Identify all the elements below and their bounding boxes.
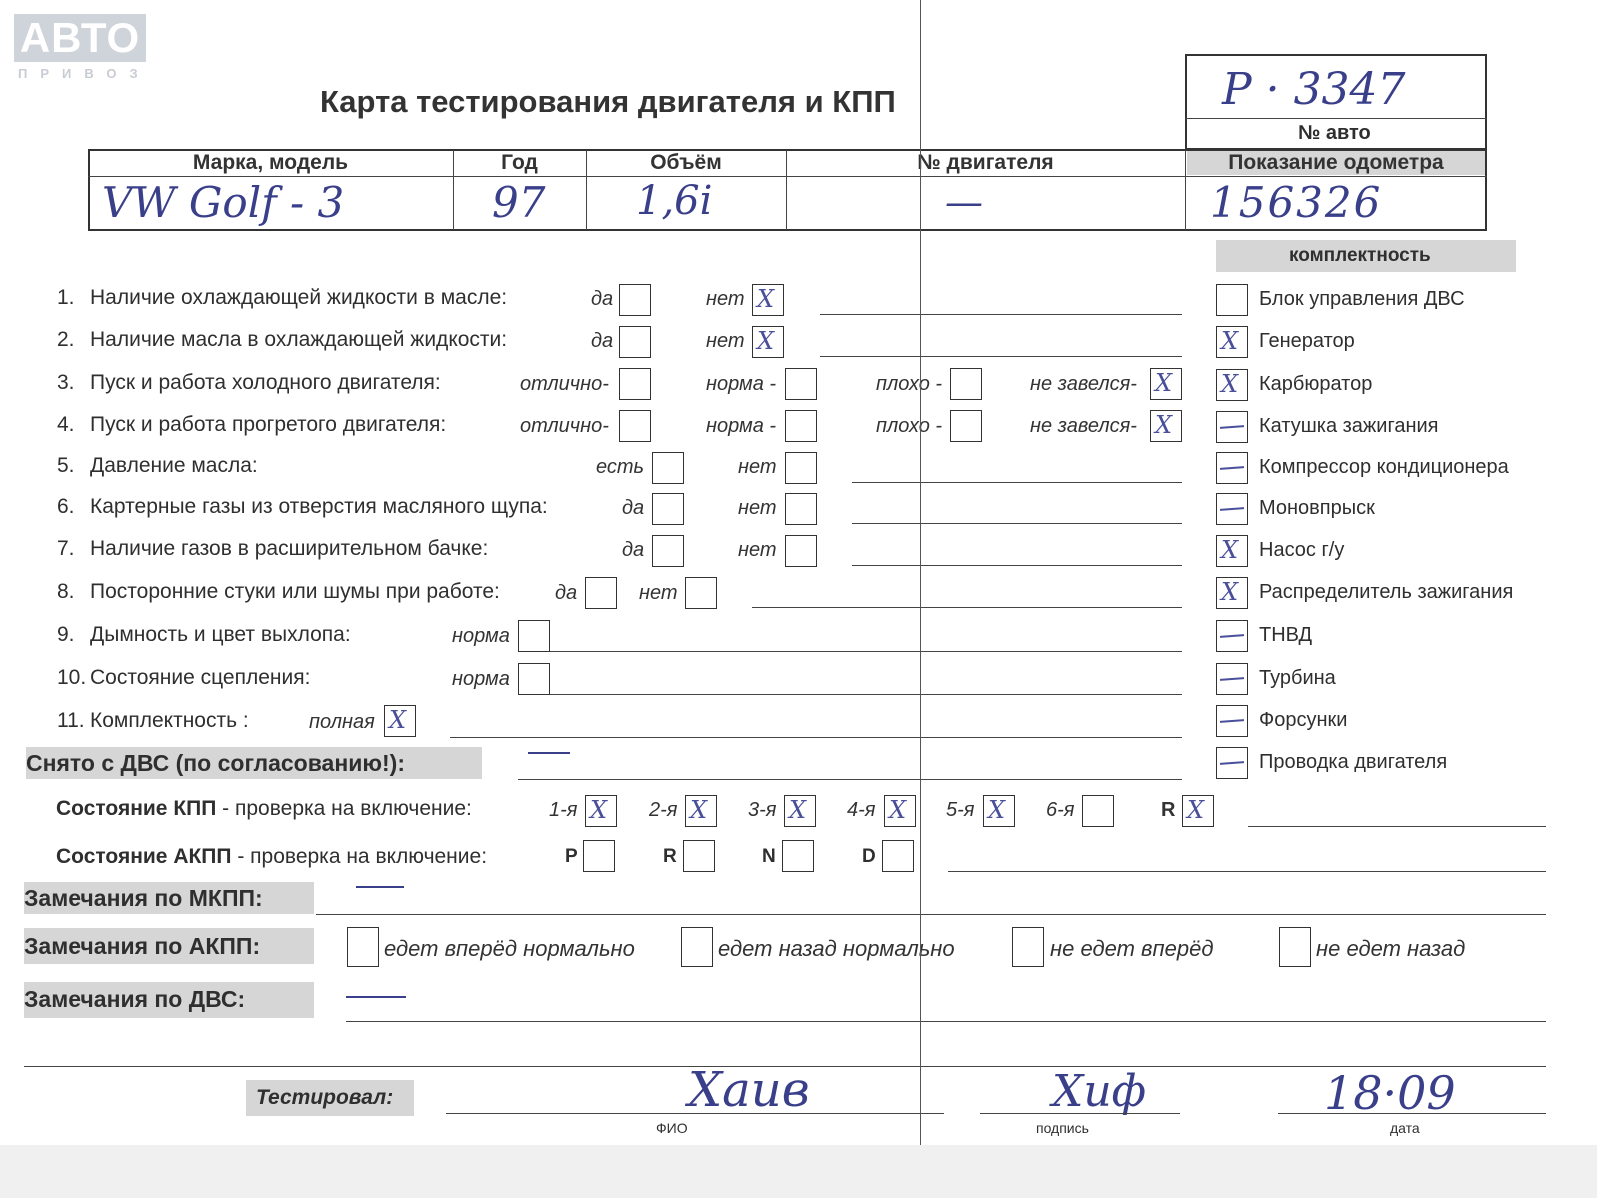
komplekt-item: Карбюратор <box>1259 373 1373 395</box>
gear-3-checkbox[interactable] <box>784 795 816 827</box>
q3-bad-checkbox[interactable] <box>950 368 982 400</box>
option-label: да <box>555 582 578 604</box>
question-4-text: Пуск и работа прогретого двигателя: <box>90 413 447 436</box>
gear-6-checkbox[interactable] <box>1082 795 1114 827</box>
komplekt-checkbox[interactable] <box>1216 326 1248 358</box>
value-make-model: VW Golf - 3 <box>102 178 345 227</box>
q10-note-line[interactable] <box>550 694 1182 695</box>
caption-signature: подпись <box>1036 1120 1089 1136</box>
remarks-dvs-line[interactable] <box>346 1021 1546 1022</box>
tested-label: Тестировал: <box>256 1086 394 1109</box>
komplekt-item: Моновпрыск <box>1259 497 1375 519</box>
q1-yes-checkbox[interactable] <box>619 284 651 316</box>
akpp-remark-option: не едет вперёд <box>1050 936 1214 961</box>
komplekt-item: Турбина <box>1259 667 1336 689</box>
q10-normal-checkbox[interactable] <box>518 663 550 695</box>
komplekt-item: Генератор <box>1259 330 1355 352</box>
question-7-text: Наличие газов в расширительном бачке: <box>90 537 489 560</box>
question-3-text: Пуск и работа холодного двигателя: <box>90 371 441 394</box>
value-odometer: 156326 <box>1210 178 1383 227</box>
q8-note-line[interactable] <box>752 607 1182 608</box>
option-label: отлично- <box>520 415 609 437</box>
value-year: 97 <box>492 178 546 227</box>
question-number: 4. <box>57 413 75 436</box>
question-number: 2. <box>57 328 75 351</box>
gear-4-checkbox[interactable] <box>884 795 916 827</box>
q4-normal-checkbox[interactable] <box>785 410 817 442</box>
q11-full-checkbox[interactable] <box>384 705 416 737</box>
akpp-mode-label: R <box>663 846 677 867</box>
gear-label: 5-я <box>946 799 975 821</box>
q4-bad-checkbox[interactable] <box>950 410 982 442</box>
question-number: 10. <box>57 666 87 689</box>
option-label: да <box>622 497 645 519</box>
akpp-no-backward-checkbox[interactable] <box>1279 927 1311 967</box>
caption-date: дата <box>1390 1120 1420 1136</box>
q7-no-checkbox[interactable] <box>785 535 817 567</box>
q4-not-started-checkbox[interactable] <box>1150 410 1182 442</box>
question-8-text: Посторонние стуки или шумы при работе: <box>90 580 500 603</box>
question-number: 1. <box>57 286 75 309</box>
option-label: норма - <box>706 415 777 437</box>
option-label: не завелся- <box>1030 415 1137 437</box>
q2-no-checkbox[interactable] <box>752 326 784 358</box>
tester-signature: Хиф <box>1052 1066 1147 1117</box>
value-engine-number: — <box>945 180 983 224</box>
question-2-text: Наличие масла в охлаждающей жидкости: <box>90 328 508 351</box>
komplekt-checkbox[interactable] <box>1216 747 1248 779</box>
header-odometer: Показание одометра <box>1228 151 1444 174</box>
question-number: 3. <box>57 371 75 394</box>
q3-excellent-checkbox[interactable] <box>619 368 651 400</box>
akpp-d-checkbox[interactable] <box>882 840 914 872</box>
akpp-mode-label: P <box>565 846 578 867</box>
option-label: норма <box>452 668 510 690</box>
akpp-label: Состояние АКПП - проверка на включение: <box>56 845 488 868</box>
option-label: плохо - <box>876 415 943 437</box>
komplekt-item: Распределитель зажигания <box>1259 581 1514 603</box>
removed-label: Снято с ДВС (по согласованию!): <box>26 750 405 776</box>
remarks-mkpp-label: Замечания по МКПП: <box>24 885 263 911</box>
gear-label: 3-я <box>748 799 777 821</box>
question-9-text: Дымность и цвет выхлопа: <box>90 623 351 646</box>
test-date: 18·09 <box>1324 1066 1456 1120</box>
option-label: нет <box>706 288 745 310</box>
komplekt-checkbox[interactable] <box>1216 620 1248 652</box>
komplekt-item: Проводка двигателя <box>1259 751 1448 773</box>
komplekt-checkbox[interactable] <box>1216 493 1248 525</box>
gear-label: 2-я <box>649 799 678 821</box>
remarks-akpp-label: Замечания по АКПП: <box>24 933 261 959</box>
q7-note-line[interactable] <box>852 565 1182 566</box>
q5-yes-checkbox[interactable] <box>652 452 684 484</box>
akpp-no-forward-checkbox[interactable] <box>1012 927 1044 967</box>
q8-yes-checkbox[interactable] <box>585 577 617 609</box>
q1-note-line[interactable] <box>820 314 1182 315</box>
question-number: 6. <box>57 495 75 518</box>
q7-yes-checkbox[interactable] <box>652 535 684 567</box>
option-label: да <box>622 539 645 561</box>
question-number: 5. <box>57 454 75 477</box>
header-year: Год <box>501 151 538 174</box>
question-10-text: Состояние сцепления: <box>90 666 311 689</box>
akpp-n-checkbox[interactable] <box>782 840 814 872</box>
akpp-forward-ok-checkbox[interactable] <box>347 927 379 967</box>
komplekt-checkbox[interactable] <box>1216 577 1248 609</box>
akpp-r-checkbox[interactable] <box>683 840 715 872</box>
akpp-remark-option: не едет назад <box>1316 936 1466 961</box>
option-label: нет <box>639 582 678 604</box>
option-label: да <box>591 288 614 310</box>
gear-5-checkbox[interactable] <box>983 795 1015 827</box>
q8-no-checkbox[interactable] <box>685 577 717 609</box>
komplekt-checkbox[interactable] <box>1216 663 1248 695</box>
akpp-mode-label: N <box>762 846 776 867</box>
akpp-backward-ok-checkbox[interactable] <box>681 927 713 967</box>
q6-no-checkbox[interactable] <box>785 493 817 525</box>
remarks-mkpp-line[interactable] <box>316 914 1546 915</box>
akpp-note-line[interactable] <box>948 871 1546 872</box>
komplekt-item: Компрессор кондиционера <box>1259 456 1509 478</box>
gear-label: R <box>1161 799 1176 821</box>
option-label: нет <box>738 497 777 519</box>
kpp-note-line[interactable] <box>1248 826 1546 827</box>
komplekt-checkbox[interactable] <box>1216 369 1248 401</box>
q1-no-checkbox[interactable] <box>752 284 784 316</box>
gear-label: 1-я <box>549 799 578 821</box>
header-engine-number: № двигателя <box>917 151 1054 174</box>
akpp-remark-option: едет вперёд нормально <box>384 936 635 961</box>
komplekt-item: Насос г/у <box>1259 539 1345 561</box>
q6-note-line[interactable] <box>852 523 1182 524</box>
q9-normal-checkbox[interactable] <box>518 620 550 652</box>
kpp-label: Состояние КПП - проверка на включение: <box>56 797 472 820</box>
page-title: Карта тестирования двигателя и КПП <box>320 84 896 119</box>
option-label: плохо - <box>876 373 943 395</box>
q4-excellent-checkbox[interactable] <box>619 410 651 442</box>
q6-yes-checkbox[interactable] <box>652 493 684 525</box>
option-label: отлично- <box>520 373 609 395</box>
gear-2-checkbox[interactable] <box>685 795 717 827</box>
gear-label: 4-я <box>847 799 876 821</box>
q11-note-line[interactable] <box>450 737 1182 738</box>
option-label: полная <box>309 711 375 733</box>
komplekt-item: Катушка зажигания <box>1259 415 1439 437</box>
komplekt-checkbox[interactable] <box>1216 411 1248 443</box>
question-number: 7. <box>57 537 75 560</box>
komplekt-checkbox[interactable] <box>1216 705 1248 737</box>
komplekt-item: Блок управления ДВС <box>1259 288 1465 310</box>
gear-r-checkbox[interactable] <box>1182 795 1214 827</box>
auto-number-value: P · 3347 <box>1222 64 1406 115</box>
komplekt-checkbox[interactable] <box>1216 535 1248 567</box>
option-label: нет <box>706 330 745 352</box>
q2-note-line[interactable] <box>820 356 1182 357</box>
caption-fio: ФИО <box>656 1120 688 1136</box>
option-label: не завелся- <box>1030 373 1137 395</box>
header-volume: Объём <box>650 151 722 174</box>
question-number: 9. <box>57 623 75 646</box>
q5-no-checkbox[interactable] <box>785 452 817 484</box>
akpp-mode-label: D <box>862 846 876 867</box>
gear-1-checkbox[interactable] <box>585 795 617 827</box>
option-label: нет <box>738 456 777 478</box>
logo-subtitle: ПРИВОЗ <box>18 66 151 81</box>
akpp-remark-option: едет назад нормально <box>718 936 955 961</box>
signature-line[interactable] <box>980 1113 1180 1114</box>
komplekt-header: комплектность <box>1289 245 1431 266</box>
q5-note-line[interactable] <box>852 482 1182 483</box>
question-number: 11. <box>57 709 85 732</box>
option-label: есть <box>596 456 645 478</box>
gear-label: 6-я <box>1046 799 1075 821</box>
value-volume: 1,6i <box>636 178 713 224</box>
question-11-text: Комплектность : <box>90 709 249 732</box>
option-label: нет <box>738 539 777 561</box>
question-5-text: Давление масла: <box>90 454 258 477</box>
q2-yes-checkbox[interactable] <box>619 326 651 358</box>
option-label: норма <box>452 625 510 647</box>
option-label: норма - <box>706 373 777 395</box>
date-line[interactable] <box>1278 1113 1546 1114</box>
auto-number-label: № авто <box>1298 122 1371 144</box>
komplekt-item: Форсунки <box>1259 709 1348 731</box>
question-number: 8. <box>57 580 75 603</box>
komplekt-item: ТНВД <box>1259 624 1313 646</box>
option-label: да <box>591 330 614 352</box>
removed-note-line[interactable] <box>518 779 1182 780</box>
question-6-text: Картерные газы из отверстия масляного щупа: <box>90 495 548 518</box>
question-1-text: Наличие охлаждающей жидкости в масле: <box>90 286 508 309</box>
q9-note-line[interactable] <box>550 651 1182 652</box>
komplekt-checkbox[interactable] <box>1216 452 1248 484</box>
komplekt-checkbox[interactable] <box>1216 284 1248 316</box>
avto-privoz-logo: АВТО <box>14 14 146 62</box>
q3-normal-checkbox[interactable] <box>785 368 817 400</box>
tester-name: Хаив <box>688 1062 810 1118</box>
tester-name-line[interactable] <box>446 1113 944 1114</box>
q3-not-started-checkbox[interactable] <box>1150 368 1182 400</box>
remarks-dvs-label: Замечания по ДВС: <box>24 986 246 1012</box>
akpp-p-checkbox[interactable] <box>583 840 615 872</box>
header-make-model: Марка, модель <box>192 151 349 174</box>
